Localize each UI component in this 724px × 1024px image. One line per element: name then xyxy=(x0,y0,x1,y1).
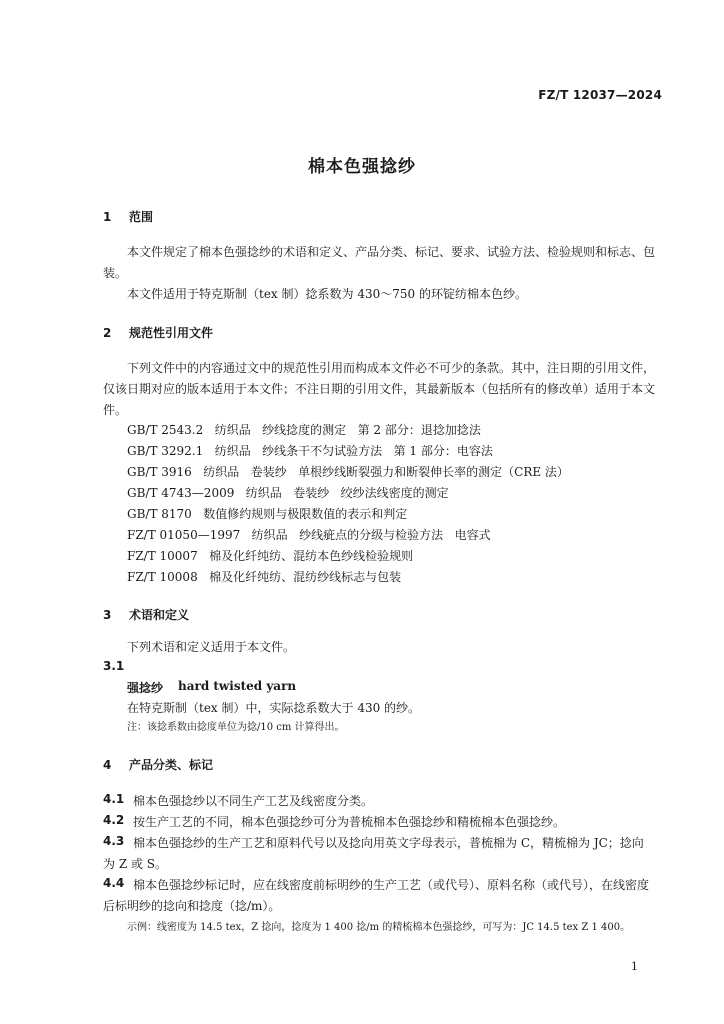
section-3-heading xyxy=(103,606,189,623)
section-1-paragraph-2: 本文件适用于特克斯制（tex 制）捻系数为 430～750 的环锭纺棉本色纱。 xyxy=(127,287,527,301)
clause-text: 棉本色强捻纱以不同生产工艺及线密度分类。 xyxy=(133,794,374,808)
reference-item: FZ/T 01050—1997 纺织品 纱线疵点的分级与检验方法 电容式 xyxy=(127,528,491,542)
clause-text: 按生产工艺的不同，棉本色强捻纱可分为普梳棉本色强捻纱和精梳棉本色强捻纱。 xyxy=(133,815,566,829)
section-title: 产品分类、标记 xyxy=(129,758,214,772)
reference-item: GB/T 8170 数值修约规则与极限数值的表示和判定 xyxy=(127,507,408,521)
example-text: 示例：线密度为 14.5 tex，Z 捻向，捻度为 1 400 捻/m 的精梳棉本色强捻纱，可写为：JC 14.5 tex Z 1 400。 xyxy=(127,922,631,933)
clause-text-line-1: 棉本色强捻纱的生产工艺和原料代号以及捻向用英文字母表示，普梳棉为 C，精梳棉为 JC；捻向 xyxy=(133,836,644,850)
reference-item: GB/T 3292.1 纺织品 纱线条干不匀试验方法 第 1 部分：电容法 xyxy=(127,444,493,458)
reference-item: FZ/T 10008 棉及化纤纯纺、混纺纱线标志与包装 xyxy=(127,570,402,584)
term-english: hard twisted yarn xyxy=(178,679,297,693)
section-number: 2 xyxy=(103,326,112,340)
clause-text-line-2: 后标明纱的捻向和捻度（捻/m）。 xyxy=(103,899,281,913)
section-title: 范围 xyxy=(129,210,154,224)
section-2-intro: 下列文件中的内容通过文中的规范性引用而构成本文件必不可少的条款。其中，注日期的引用文件，仅该日期对应的版本适用于本文件；不注日期的引用文件，其最新版本（包括所有的修改单）适用于本文件。 xyxy=(103,361,656,417)
reference-item: FZ/T 10007 棉及化纤纯纺、混纺本色纱线检验规则 xyxy=(127,549,414,563)
document-title: 棉本色强捻纱 xyxy=(308,157,416,177)
section-number: 3 xyxy=(103,608,112,622)
clause-number: 4.2 xyxy=(103,813,125,827)
page-number: 1 xyxy=(631,960,638,973)
reference-item: GB/T 4743—2009 纺织品 卷装纱 绞纱法线密度的测定 xyxy=(127,486,449,500)
term-definition: 在特克斯制（tex 制）中，实际捻系数大于 430 的纱。 xyxy=(127,701,421,715)
section-number: 4 xyxy=(103,758,112,772)
section-1-paragraph-1: 本文件规定了棉本色强捻纱的术语和定义、产品分类、标记、要求、试验方法、检验规则和标志、包装。 xyxy=(103,245,656,280)
reference-item: GB/T 2543.2 纺织品 纱线捻度的测定 第 2 部分：退捻加捻法 xyxy=(127,423,481,437)
term-note: 注：该捻系数由捻度单位为捻/10 cm 计算得出。 xyxy=(127,722,345,733)
clause-number: 4.4 xyxy=(103,876,125,890)
clause-number: 4.1 xyxy=(103,792,125,806)
section-1-heading xyxy=(103,208,153,225)
section-title: 术语和定义 xyxy=(129,608,190,622)
standard-code: FZ/T 12037—2024 xyxy=(538,88,662,102)
section-2-heading xyxy=(103,324,213,341)
term-chinese: 强捻纱 xyxy=(127,681,164,695)
clause-text-line-1: 棉本色强捻纱标记时，应在线密度前标明纱的生产工艺（或代号）、原料名称（或代号），在线密度 xyxy=(133,878,650,892)
section-3-intro: 下列术语和定义适用于本文件。 xyxy=(127,640,296,654)
reference-item: GB/T 3916 纺织品 卷装纱 单根纱线断裂强力和断裂伸长率的测定（CRE 法） xyxy=(127,465,569,479)
clause-text-line-2: 为 Z 或 S。 xyxy=(103,857,168,871)
section-title: 规范性引用文件 xyxy=(129,326,214,340)
section-4-heading xyxy=(103,756,213,773)
clause-number: 4.3 xyxy=(103,834,125,848)
term-number: 3.1 xyxy=(103,659,125,673)
section-number: 1 xyxy=(103,210,112,224)
